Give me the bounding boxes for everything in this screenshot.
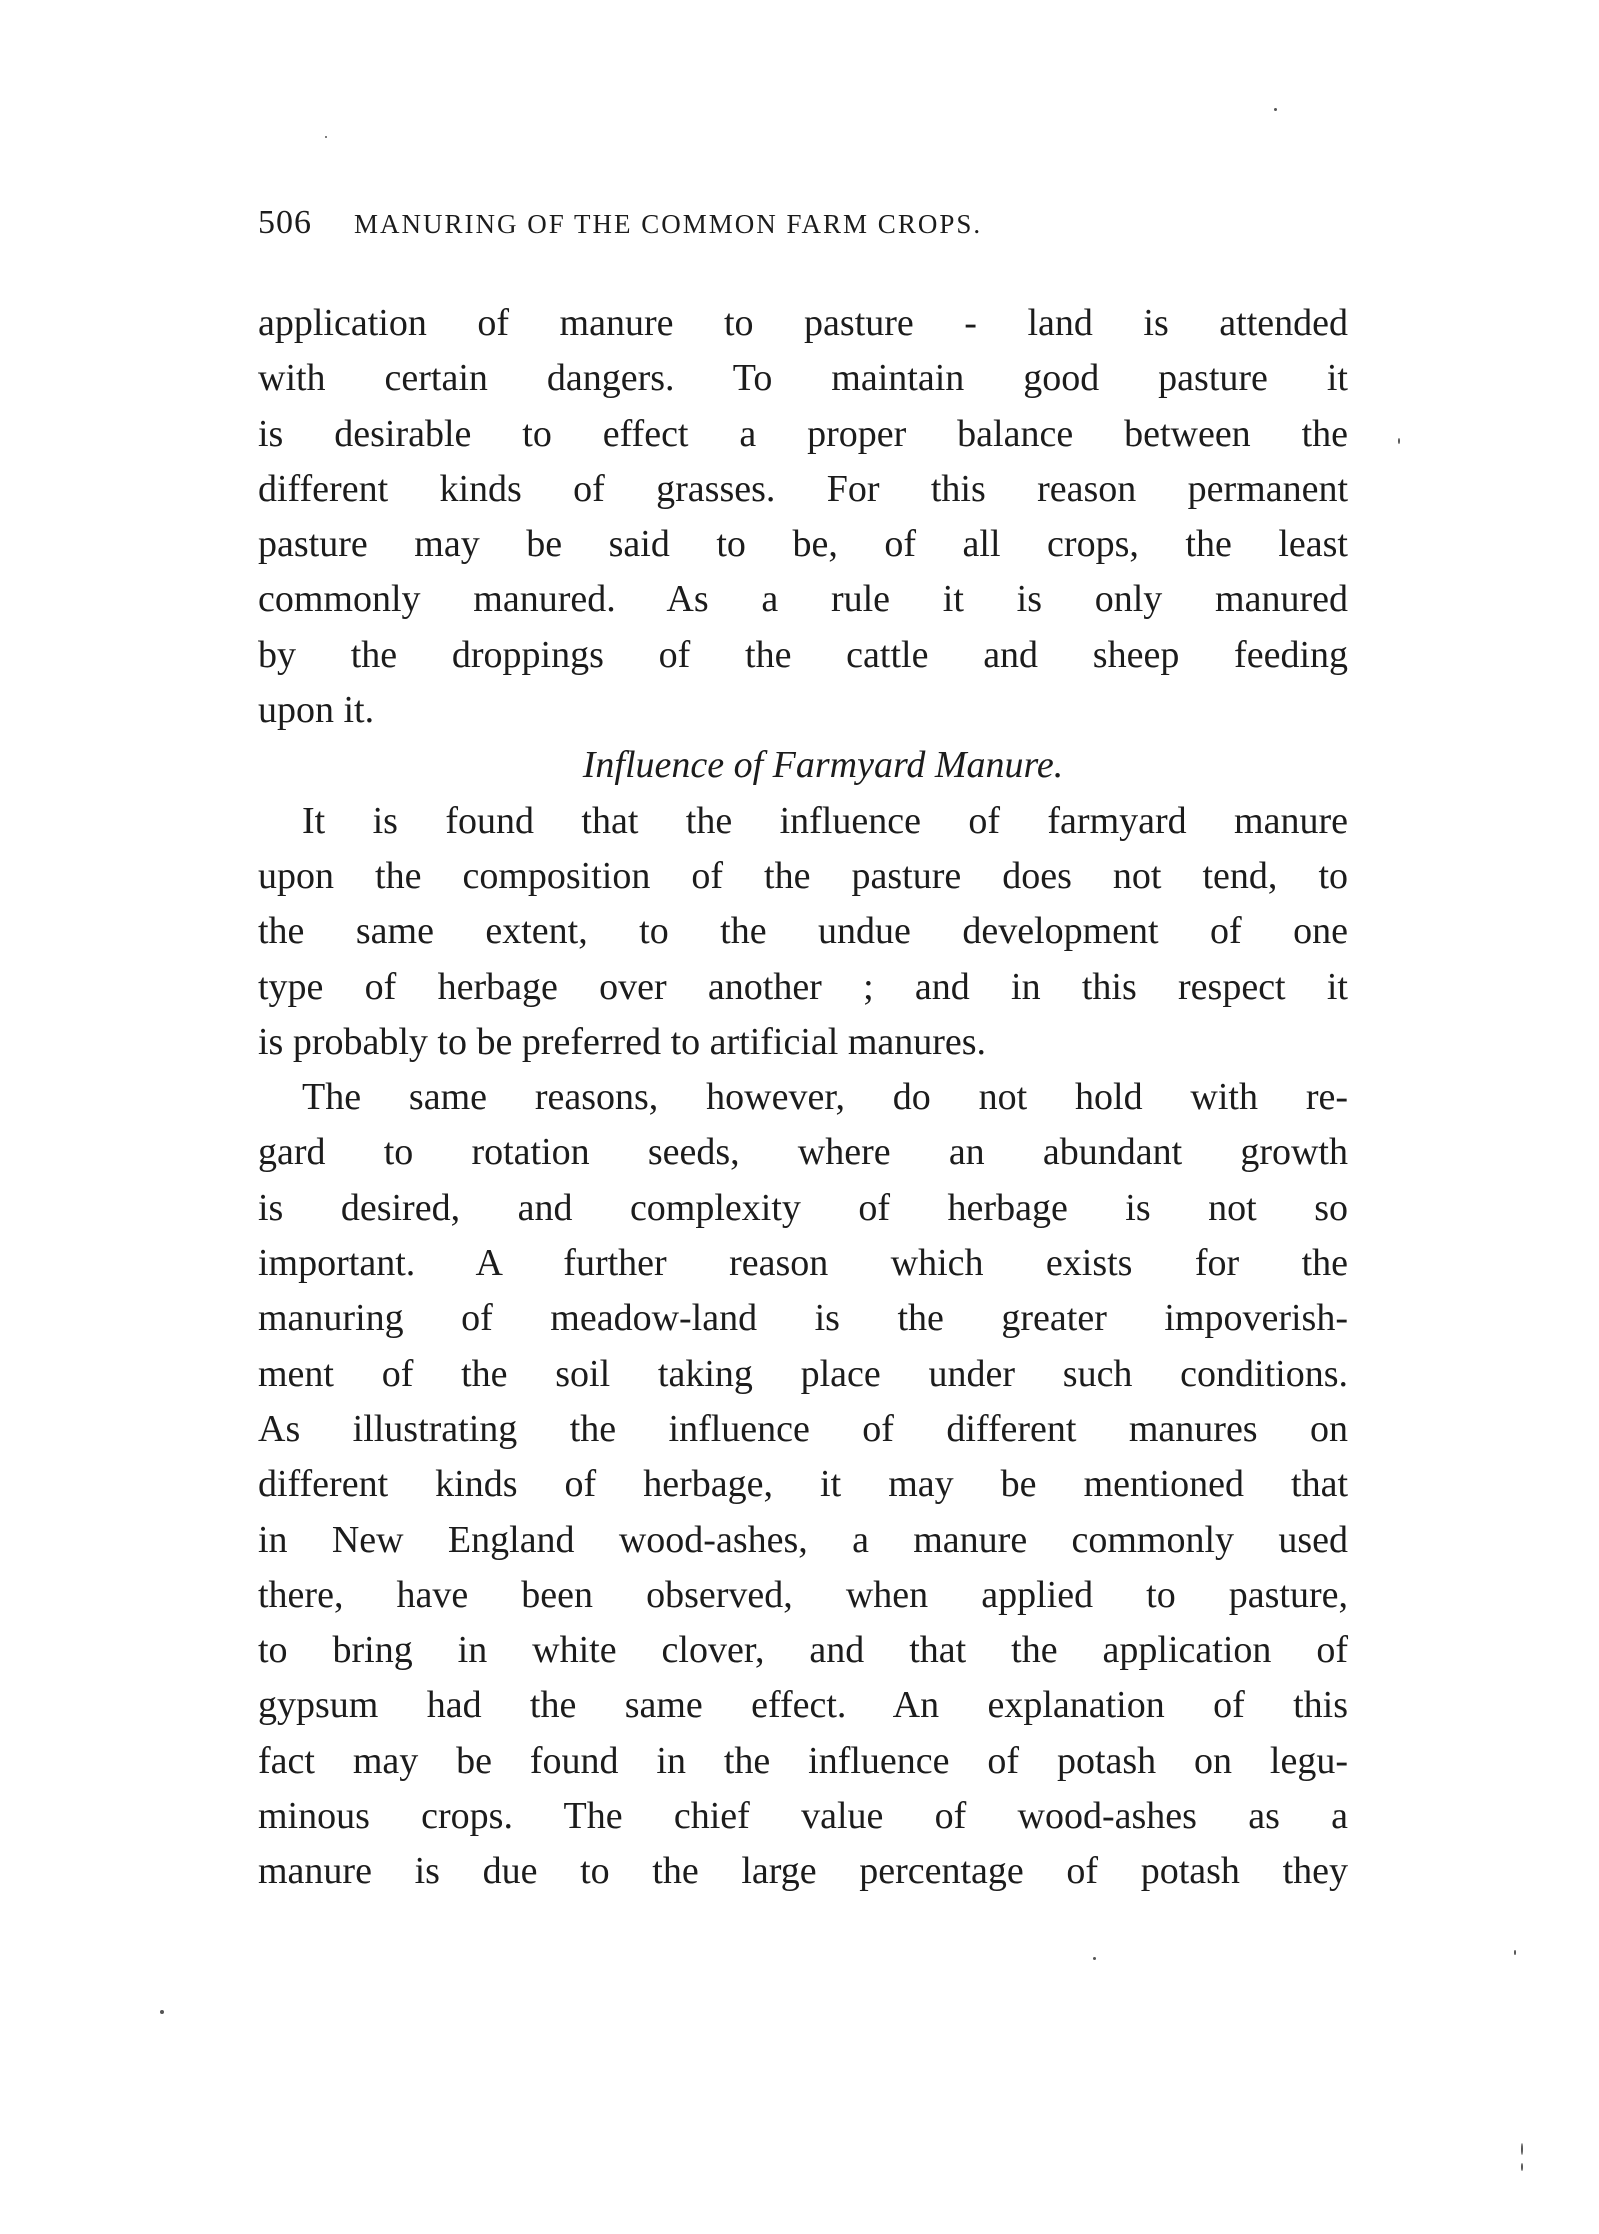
text-line: the same extent, to the undue development of one <box>258 910 1348 953</box>
text-line: The same reasons, however, do not hold with re- <box>302 1076 1348 1119</box>
text-line: minous crops. The chief value of wood-ashes as a <box>258 1795 1348 1838</box>
text-line: there, have been observed, when applied to pasture, <box>258 1573 1348 1616</box>
text-line: is desired, and complexity of herbage is not so <box>258 1186 1348 1229</box>
running-title: MANURING OF THE COMMON FARM CROPS. <box>354 209 983 239</box>
text-line: different kinds of grasses. For this reason permanent <box>258 467 1348 510</box>
text-line: upon the composition of the pasture does not tend, to <box>258 854 1348 897</box>
text-line: fact may be found in the influence of potash on legu- <box>258 1739 1348 1782</box>
text-line: manure is due to the large percentage of potash they <box>258 1850 1348 1893</box>
page-header <box>258 204 1358 254</box>
text-line: upon it. <box>258 689 375 732</box>
section-subheading: Influence of Farmyard Manure. <box>582 744 1064 787</box>
text-line: different kinds of herbage, it may be mentioned that <box>258 1463 1348 1506</box>
scan-speck <box>325 136 327 138</box>
body-text <box>258 296 1348 1900</box>
text-line: in New England wood-ashes, a manure commonly used <box>258 1518 1348 1561</box>
scan-speck <box>160 2010 164 2014</box>
page-number: 506 <box>258 204 312 241</box>
text-line: gard to rotation seeds, where an abundant growth <box>258 1131 1348 1174</box>
text-line: to bring in white clover, and that the application of <box>258 1629 1348 1672</box>
text-line: pasture may be said to be, of all crops, the least <box>258 523 1348 566</box>
text-line: is desirable to effect a proper balance between the <box>258 412 1348 455</box>
text-line: It is found that the influence of farmyard manure <box>302 799 1348 842</box>
text-line: by the droppings of the cattle and sheep feeding <box>258 633 1348 676</box>
text-line: important. A further reason which exists for the <box>258 1242 1348 1285</box>
scan-speck <box>1521 2163 1523 2171</box>
text-line: type of herbage over another ; and in this respect it <box>258 965 1348 1008</box>
scan-speck <box>1093 1957 1096 1960</box>
text-line: As illustrating the influence of different manures on <box>258 1407 1348 1450</box>
scan-speck <box>1514 1950 1516 1955</box>
scan-speck <box>1274 108 1277 111</box>
text-line: commonly manured. As a rule it is only manured <box>258 578 1348 621</box>
text-line: with certain dangers. To maintain good pasture it <box>258 357 1348 400</box>
text-line: gypsum had the same effect. An explanation of this <box>258 1684 1348 1727</box>
text-line: manuring of meadow-land is the greater impoverish- <box>258 1297 1348 1340</box>
scan-speck <box>1521 2143 1523 2155</box>
scan-speck <box>1398 438 1400 444</box>
text-line: application of manure to pasture - land is attended <box>258 302 1348 344</box>
text-line: ment of the soil taking place under such conditions. <box>258 1352 1348 1395</box>
text-line: is probably to be preferred to artificial manures. <box>258 1020 987 1063</box>
